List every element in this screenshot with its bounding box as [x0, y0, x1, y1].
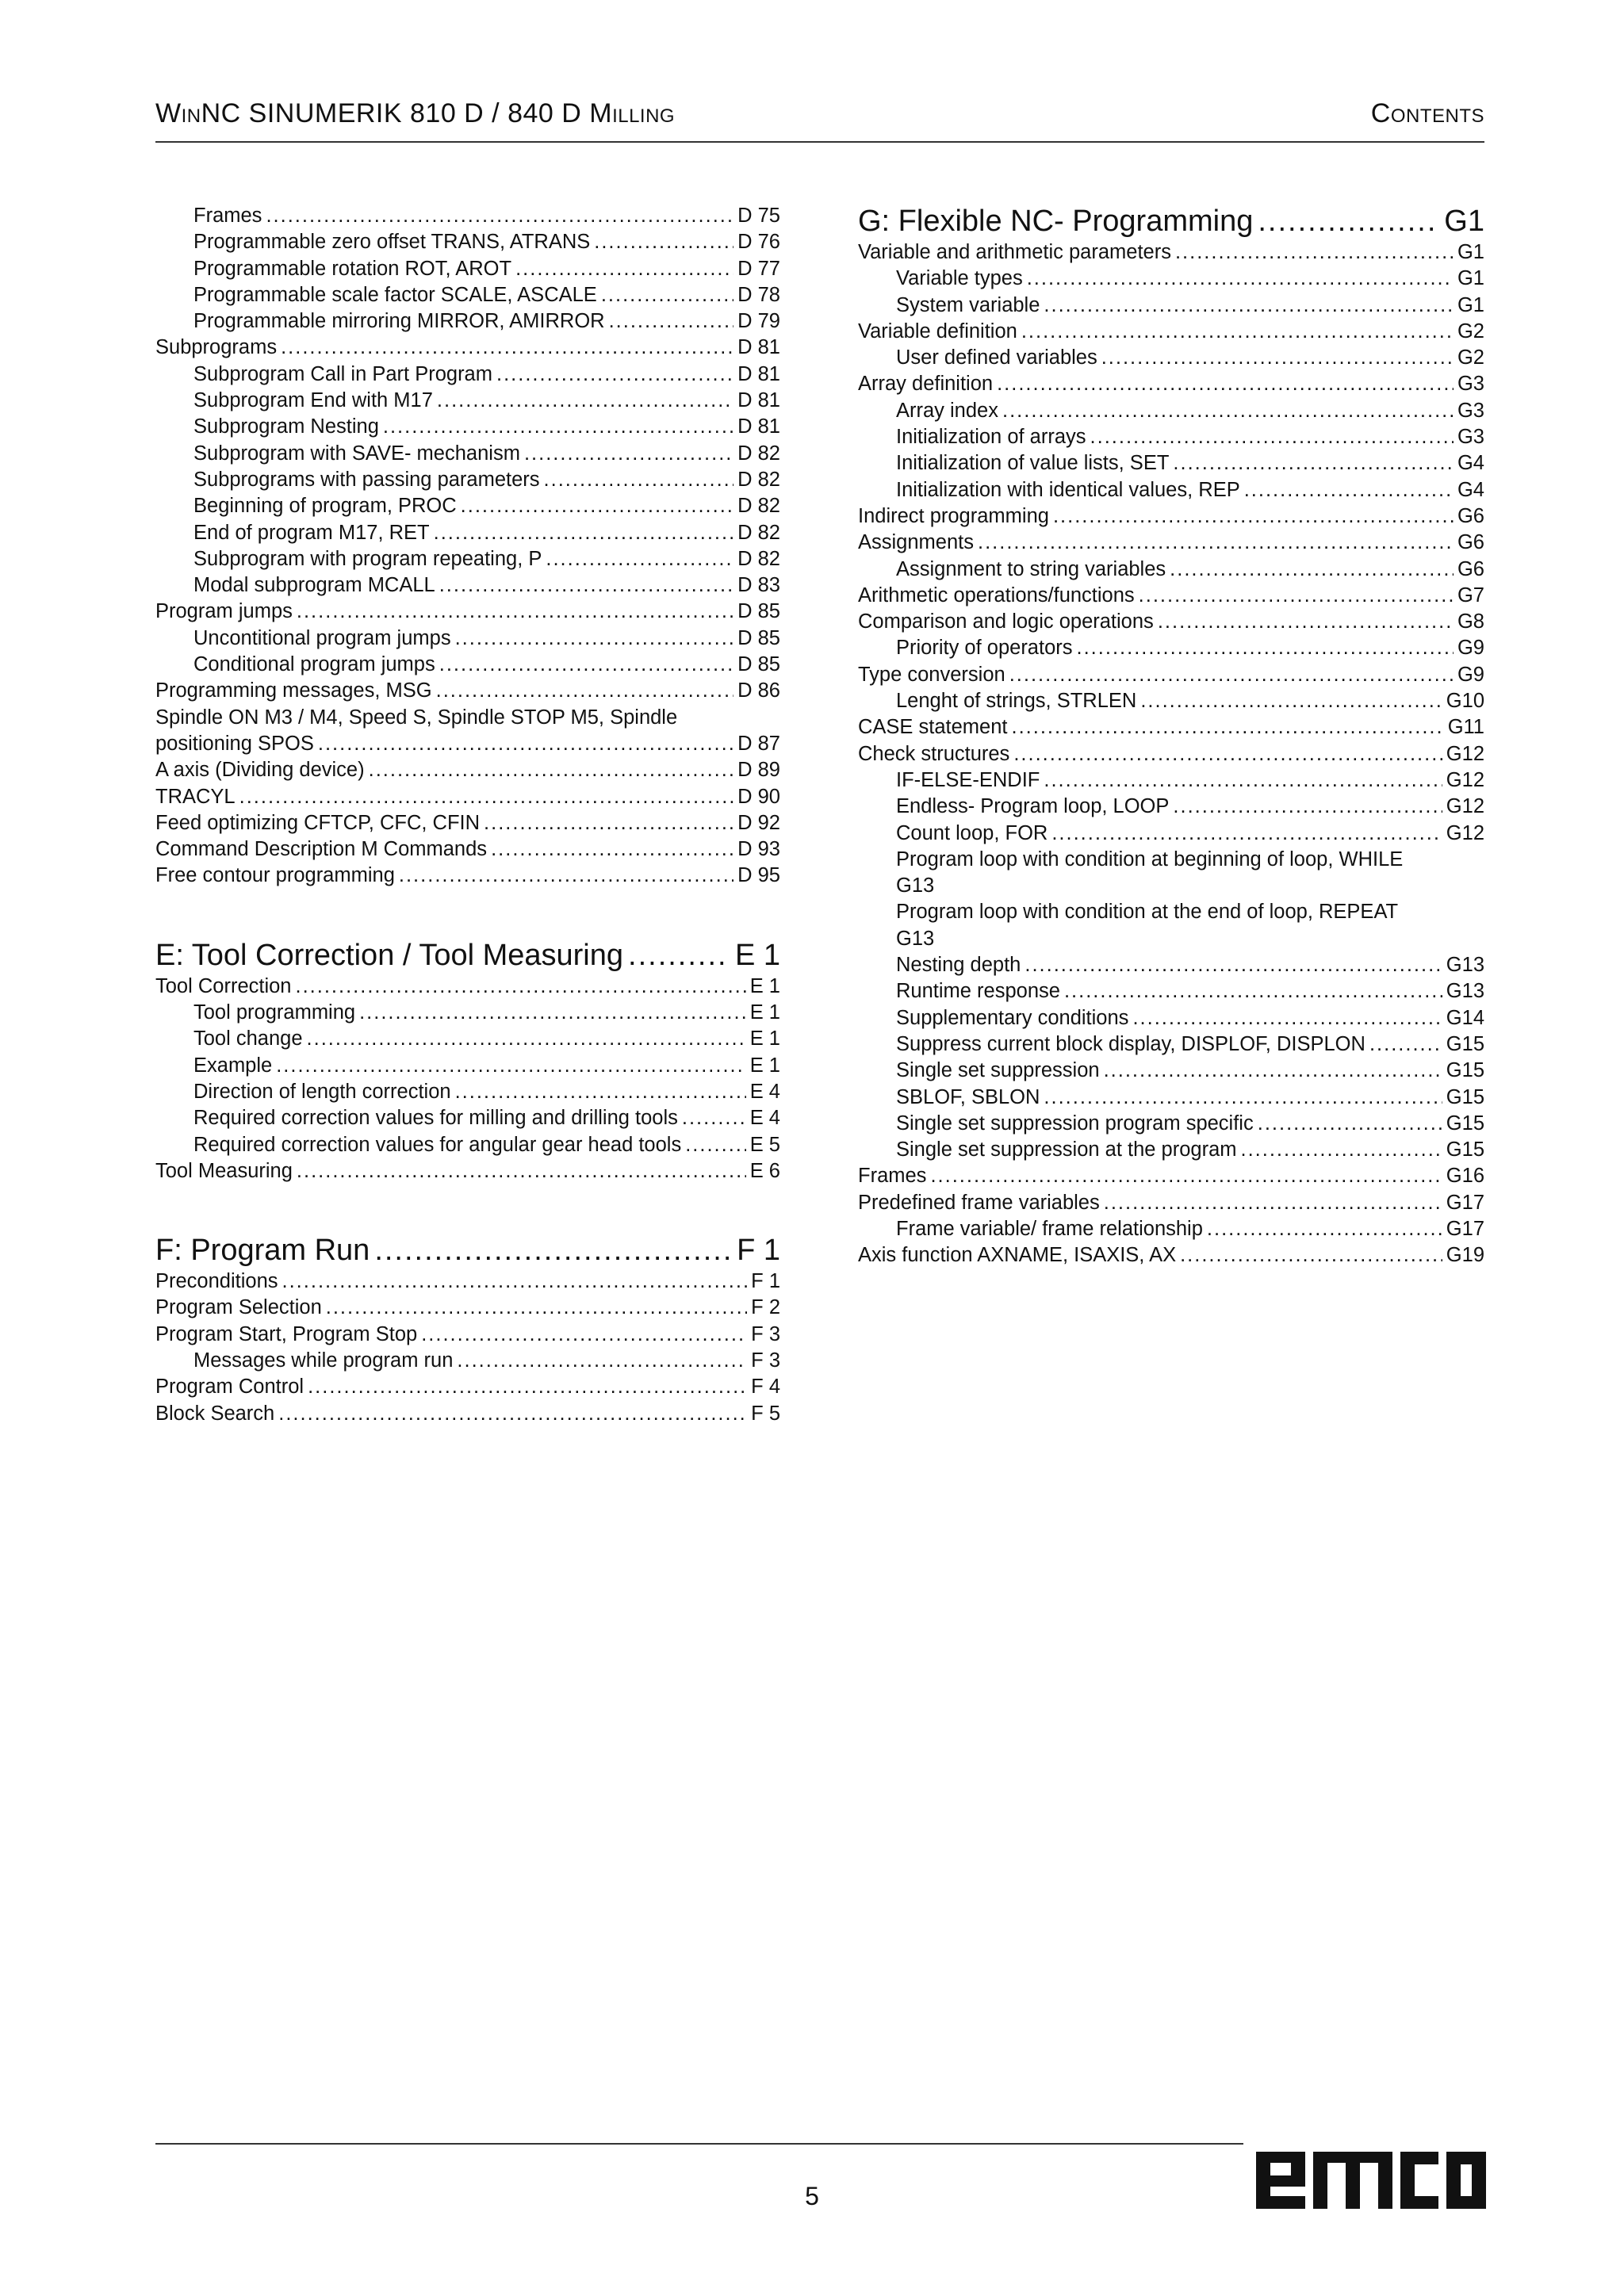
toc-entry[interactable]	[155, 572, 780, 599]
toc-entry[interactable]	[155, 229, 780, 255]
toc-entry-page: D 82	[737, 468, 780, 491]
toc-entry-title: Free contour programming	[155, 864, 395, 887]
toc-entry-page: G7	[1457, 584, 1484, 607]
toc-entry-title: Lenght of strings, STRLEN	[896, 690, 1137, 713]
toc-entry[interactable]	[858, 557, 1484, 583]
toc-entry-title: Assignments	[858, 531, 974, 554]
toc-entry-page: G14	[1446, 1006, 1484, 1029]
toc-entry[interactable]	[858, 1216, 1484, 1242]
toc-entry[interactable]	[155, 203, 780, 229]
toc-entry[interactable]	[155, 1158, 780, 1184]
toc-entry[interactable]	[858, 899, 1484, 952]
section-title: G: Flexible NC- Programming	[858, 205, 1254, 238]
toc-entry-title: Programmable zero offset TRANS, ATRANS	[193, 231, 591, 254]
toc-entry-title: Subprogram End with M17	[193, 389, 433, 412]
toc-section-heading-e[interactable]	[155, 937, 780, 974]
toc-entry-title: System variable	[896, 293, 1040, 316]
toc-entry-page: G11	[1447, 716, 1484, 739]
toc-entry[interactable]	[155, 784, 780, 810]
toc-entry-title: Endless- Program loop, LOOP	[896, 795, 1170, 818]
section-page: E 1	[734, 938, 780, 972]
toc-entry[interactable]	[155, 1401, 780, 1427]
toc-entry[interactable]	[155, 810, 780, 836]
toc-entry-title: Arithmetic operations/functions	[858, 584, 1135, 607]
toc-entry-title: Axis function AXNAME, ISAXIS, AX	[858, 1244, 1177, 1267]
toc-entry-title: Single set suppression at the program	[896, 1138, 1237, 1161]
toc-entry-page: D 85	[737, 626, 780, 649]
toc-entry[interactable]	[858, 952, 1484, 978]
toc-entry-title: End of program M17, RET	[193, 521, 430, 544]
toc-entry-page: D 81	[737, 362, 780, 385]
toc-entry-page: G15	[1446, 1138, 1484, 1161]
toc-entry-page: G15	[1446, 1032, 1484, 1055]
toc-entry-title: Preconditions	[155, 1270, 278, 1293]
toc-entry-title: Count loop, FOR	[896, 821, 1048, 844]
toc-entry[interactable]	[858, 794, 1484, 820]
page-number: 5	[805, 2182, 819, 2210]
toc-entry[interactable]	[155, 493, 780, 519]
toc-entry-page: E 1	[749, 1054, 780, 1077]
toc-entry[interactable]	[858, 1163, 1484, 1189]
toc-entry[interactable]	[858, 635, 1484, 661]
toc-entry[interactable]	[858, 1085, 1484, 1111]
toc-entry-page: D 87	[737, 732, 780, 755]
toc-entry[interactable]	[155, 626, 780, 652]
toc-entry[interactable]	[858, 371, 1484, 397]
toc-entry-title: Modal subprogram MCALL	[193, 574, 435, 597]
toc-entry-title: A axis (Dividing device)	[155, 759, 365, 782]
toc-entry-title: IF-ELSE-ENDIF	[896, 768, 1040, 791]
toc-entry[interactable]	[858, 847, 1484, 900]
toc-entry[interactable]	[858, 821, 1484, 847]
toc-entry-page: G16	[1446, 1165, 1484, 1188]
toc-entry-title: Predefined frame variables	[858, 1191, 1100, 1214]
toc-entry-page: G9	[1457, 637, 1484, 660]
toc-entry-page: G12	[1446, 742, 1484, 765]
toc-entry[interactable]	[858, 477, 1484, 503]
toc-entry-title: Feed optimizing CFTCP, CFC, CFIN	[155, 811, 481, 834]
toc-entry[interactable]	[155, 757, 780, 783]
toc-entry[interactable]	[155, 362, 780, 388]
toc-entry[interactable]	[858, 1190, 1484, 1216]
toc-entry-page: D 93	[737, 838, 780, 861]
toc-entry[interactable]	[858, 714, 1484, 740]
toc-entry-title: Conditional program jumps	[193, 653, 435, 676]
toc-entry[interactable]	[155, 1322, 780, 1348]
toc-entry-page: G1	[1457, 293, 1484, 316]
toc-entry-page: D 82	[737, 521, 780, 544]
toc-entry-page: D 82	[737, 547, 780, 570]
toc-section-heading-f[interactable]	[155, 1232, 780, 1269]
toc-entry-page: D 85	[737, 653, 780, 676]
toc-entry-page: G10	[1446, 690, 1484, 713]
toc-entry[interactable]	[155, 1026, 780, 1052]
toc-entry-title: Array index	[896, 399, 998, 422]
toc-entry[interactable]	[858, 319, 1484, 345]
toc-entry-page: G19	[1446, 1244, 1484, 1267]
toc-entry[interactable]	[155, 546, 780, 572]
footer-divider	[155, 2143, 1243, 2145]
toc-entry-page: F 5	[751, 1402, 780, 1425]
toc-entry[interactable]	[858, 293, 1484, 319]
toc-entry-page: G4	[1457, 478, 1484, 501]
toc-entry[interactable]	[155, 467, 780, 493]
toc-entry-title: Uncontitional program jumps	[193, 626, 451, 649]
toc-entry-page: G15	[1446, 1059, 1484, 1082]
toc-entry-page: G2	[1457, 346, 1484, 369]
toc-entry-page: G1	[1457, 241, 1484, 263]
toc-entry[interactable]	[858, 767, 1484, 794]
toc-entry-page: F 4	[751, 1376, 780, 1399]
toc-entry-title: Subprogram with SAVE- mechanism	[193, 442, 520, 465]
toc-entry[interactable]	[155, 1132, 780, 1158]
toc-entry-page: G6	[1457, 504, 1484, 527]
toc-entry-title: Subprogram Nesting	[193, 415, 379, 438]
toc-entry[interactable]	[155, 1053, 780, 1079]
toc-entry-title: Messages while program run	[193, 1349, 454, 1372]
toc-entry-title: Program loop with condition at the end of loop, REPEAT	[896, 901, 1399, 924]
toc-entry[interactable]	[155, 282, 780, 308]
toc-entry-page: G13	[1446, 980, 1484, 1003]
toc-entry[interactable]	[858, 398, 1484, 424]
toc-entry-title: Nesting depth	[896, 954, 1021, 977]
section-title: F: Program Run	[155, 1234, 370, 1268]
toc-entry[interactable]	[155, 1374, 780, 1400]
toc-entry-title: Check structures	[858, 742, 1010, 765]
toc-entry-title: Initialization of value lists, SET	[896, 452, 1170, 475]
toc-entry[interactable]	[858, 1137, 1484, 1163]
toc-entry-title: Frames	[858, 1165, 927, 1188]
toc-entry-title-cont: positioning SPOS	[155, 732, 314, 755]
toc-entry-title: Runtime response	[896, 980, 1060, 1003]
section-page: G1	[1444, 205, 1484, 238]
toc-entry-page: G17	[1446, 1217, 1484, 1240]
toc-right-column	[858, 203, 1484, 1269]
toc-entry-title: Frame variable/ frame relationship	[896, 1217, 1203, 1240]
toc-entry-title: Program Selection	[155, 1296, 322, 1319]
toc-entry[interactable]	[155, 1295, 780, 1321]
toc-entry-title: Programmable mirroring MIRROR, AMIRROR	[193, 310, 605, 333]
toc-entry-page: E 5	[749, 1133, 780, 1156]
toc-entry-title: Variable types	[896, 267, 1023, 290]
toc-entry-title: Tool change	[193, 1027, 303, 1050]
toc-entry-page: G13	[896, 874, 935, 897]
toc-entry[interactable]	[858, 530, 1484, 556]
toc-entry-page: G9	[1457, 663, 1484, 686]
toc-entry-title: Required correction values for milling and drilling tools	[193, 1107, 678, 1130]
toc-entry[interactable]	[858, 424, 1484, 450]
toc-section-heading-g[interactable]	[858, 203, 1484, 239]
toc-entry-title: Programmable scale factor SCALE, ASCALE	[193, 283, 597, 306]
toc-entry[interactable]	[858, 688, 1484, 714]
toc-entry[interactable]	[858, 609, 1484, 635]
toc-entry-title: Programming messages, MSG	[155, 679, 432, 702]
toc-entry-page: G1	[1457, 267, 1484, 290]
toc-entry-title: Suppress current block display, DISPLOF, DISPLON	[896, 1032, 1365, 1055]
toc-entry-page: D 79	[737, 310, 780, 333]
toc-entry-page: E 6	[749, 1159, 780, 1182]
toc-entry[interactable]	[858, 583, 1484, 609]
toc-entry-title: Type conversion	[858, 663, 1005, 686]
toc-entry-title: User defined variables	[896, 346, 1097, 369]
toc-entry-title: TRACYL	[155, 785, 236, 808]
toc-entry-title: Spindle ON M3 / M4, Speed S, Spindle STOP M5, Spindle	[155, 706, 678, 729]
toc-entry-title: CASE statement	[858, 716, 1008, 739]
toc-entry-title: Indirect programming	[858, 504, 1049, 527]
toc-entry[interactable]	[155, 1269, 780, 1295]
toc-entry[interactable]	[858, 239, 1484, 266]
toc-entry[interactable]	[155, 1079, 780, 1105]
toc-entry-title: Tool Measuring	[155, 1159, 293, 1182]
toc-entry-page: D 90	[737, 785, 780, 808]
toc-entry-title: Command Description M Commands	[155, 838, 488, 861]
toc-entry-title: Beginning of program, PROC	[193, 495, 457, 518]
toc-entry-title: Subprograms with passing parameters	[193, 468, 540, 491]
toc-entry[interactable]	[155, 652, 780, 678]
toc-entry-page: G13	[1446, 954, 1484, 977]
section-label: Contents	[1370, 98, 1484, 128]
section-title: E: Tool Correction / Tool Measuring	[155, 938, 624, 972]
emco-logo	[1256, 2141, 1486, 2220]
toc-entry-title: Direction of length correction	[193, 1080, 451, 1103]
section-page: F 1	[737, 1234, 780, 1268]
toc-entry-title: Variable and arithmetic parameters	[858, 241, 1171, 263]
toc-entry[interactable]	[858, 1005, 1484, 1031]
toc-entry[interactable]	[155, 1348, 780, 1374]
toc-entry-page: G2	[1457, 320, 1484, 342]
toc-entry-title: Supplementary conditions	[896, 1006, 1129, 1029]
toc-entry-title: Initialization with identical values, REP	[896, 478, 1240, 501]
toc-entry-title: Program Control	[155, 1376, 304, 1399]
toc-entry-title: Single set suppression	[896, 1059, 1100, 1082]
toc-entry-page: G15	[1446, 1085, 1484, 1108]
toc-entry[interactable]	[155, 599, 780, 625]
toc-entry-page: F 3	[751, 1349, 780, 1372]
toc-section-f-items	[155, 1269, 780, 1427]
toc-section-e-items	[155, 974, 780, 1184]
toc-entry-title: Program Start, Program Stop	[155, 1322, 418, 1345]
toc-entry[interactable]	[155, 308, 780, 335]
document-title: WinNC SINUMERIK 810 D / 840 D Milling	[155, 98, 676, 128]
toc-entry-page: D 77	[737, 257, 780, 280]
toc-left-column	[155, 203, 780, 1427]
toc-entry-title: Subprograms	[155, 336, 278, 359]
toc-entry[interactable]	[155, 678, 780, 704]
toc-entry-page: G8	[1457, 610, 1484, 633]
toc-entry[interactable]	[858, 741, 1484, 767]
toc-entry[interactable]	[155, 388, 780, 414]
toc-entry[interactable]	[858, 503, 1484, 530]
toc-entry-page: D 85	[737, 600, 780, 623]
toc-entry-title: Array definition	[858, 373, 994, 396]
toc-entry-page: E 1	[749, 974, 780, 997]
toc-entry-title: Assignment to string variables	[896, 557, 1166, 580]
toc-entry-page: G6	[1457, 557, 1484, 580]
toc-entry-title: Example	[193, 1054, 273, 1077]
toc-entry[interactable]	[155, 256, 780, 282]
toc-entry-page: G6	[1457, 531, 1484, 554]
toc-entry-page: F 3	[751, 1322, 780, 1345]
toc-entry-title: Block Search	[155, 1402, 275, 1425]
toc-entry-page: D 92	[737, 811, 780, 834]
toc-entry-page: E 4	[749, 1080, 780, 1103]
toc-entry-page: G3	[1457, 426, 1484, 449]
toc-entry-title: Frames	[193, 205, 262, 227]
toc-entry-title: Program loop with condition at beginning of loop, WHILE	[896, 848, 1404, 871]
toc-entry-page: D 95	[737, 864, 780, 887]
toc-entry-page: E 1	[749, 1027, 780, 1050]
toc-section-d-continued	[155, 203, 780, 890]
toc-entry[interactable]	[858, 345, 1484, 371]
toc-entry[interactable]	[155, 335, 780, 361]
toc-entry-title: Comparison and logic operations	[858, 610, 1154, 633]
toc-entry-page: D 83	[737, 574, 780, 597]
toc-entry[interactable]	[858, 450, 1484, 476]
toc-entry-page: G13	[896, 927, 935, 950]
toc-entry[interactable]	[155, 520, 780, 546]
toc-entry-page: D 86	[737, 679, 780, 702]
toc-entry[interactable]	[155, 414, 780, 440]
toc-entry-page: E 4	[749, 1107, 780, 1130]
toc-entry-page: D 81	[737, 415, 780, 438]
toc-entry-page: G12	[1446, 768, 1484, 791]
toc-entry-page: D 75	[737, 205, 780, 227]
toc-entry-page: G4	[1457, 452, 1484, 475]
toc-entry-title: Subprogram with program repeating, P	[193, 547, 542, 570]
toc-entry-title: Priority of operators	[896, 637, 1073, 660]
toc-entry[interactable]	[858, 266, 1484, 292]
toc-entry-page: F 1	[751, 1270, 780, 1293]
toc-entry-page: D 89	[737, 759, 780, 782]
toc-entry-page: G12	[1446, 795, 1484, 818]
toc-entry-title: Variable definition	[858, 320, 1017, 342]
toc-entry-title: Programmable rotation ROT, AROT	[193, 257, 512, 280]
toc-entry-title: Required correction values for angular gear head tools	[193, 1133, 682, 1156]
toc-entry-page: G15	[1446, 1112, 1484, 1135]
toc-entry-page: G3	[1457, 399, 1484, 422]
toc-entry-page: D 78	[737, 283, 780, 306]
toc-entry-title: Initialization of arrays	[896, 426, 1086, 449]
toc-entry-page: D 76	[737, 231, 780, 254]
toc-entry-page: G12	[1446, 821, 1484, 844]
toc-entry-title: SBLOF, SBLON	[896, 1085, 1040, 1108]
toc-entry-page: D 81	[737, 389, 780, 412]
toc-section-g-items	[858, 239, 1484, 1269]
toc-entry-page: E 1	[749, 1001, 780, 1024]
toc-entry-title: Tool programming	[193, 1001, 356, 1024]
toc-entry-page: D 82	[737, 442, 780, 465]
toc-entry-title: Subprogram Call in Part Program	[193, 362, 492, 385]
toc-entry[interactable]	[858, 1111, 1484, 1137]
toc-entry[interactable]	[858, 1058, 1484, 1084]
toc-entry[interactable]	[155, 974, 780, 1000]
toc-entry-page: G17	[1446, 1191, 1484, 1214]
toc-entry[interactable]	[858, 1242, 1484, 1269]
toc-entry[interactable]	[155, 1000, 780, 1026]
toc-entry[interactable]	[155, 836, 780, 863]
header-divider	[155, 141, 1484, 143]
toc-entry-title: Single set suppression program specific	[896, 1112, 1254, 1135]
toc-entry[interactable]	[155, 705, 780, 758]
toc-entry[interactable]	[155, 863, 780, 889]
toc-entry[interactable]	[155, 1105, 780, 1131]
toc-entry-page: F 2	[751, 1296, 780, 1319]
toc-entry-page: G3	[1457, 373, 1484, 396]
toc-entry-page: D 82	[737, 495, 780, 518]
toc-entry[interactable]	[858, 662, 1484, 688]
toc-entry-page: D 81	[737, 336, 780, 359]
toc-entry[interactable]	[858, 1031, 1484, 1058]
toc-entry-title: Program jumps	[155, 600, 293, 623]
toc-entry[interactable]	[155, 441, 780, 467]
toc-entry-title: Tool Correction	[155, 974, 292, 997]
toc-entry[interactable]	[858, 978, 1484, 1004]
